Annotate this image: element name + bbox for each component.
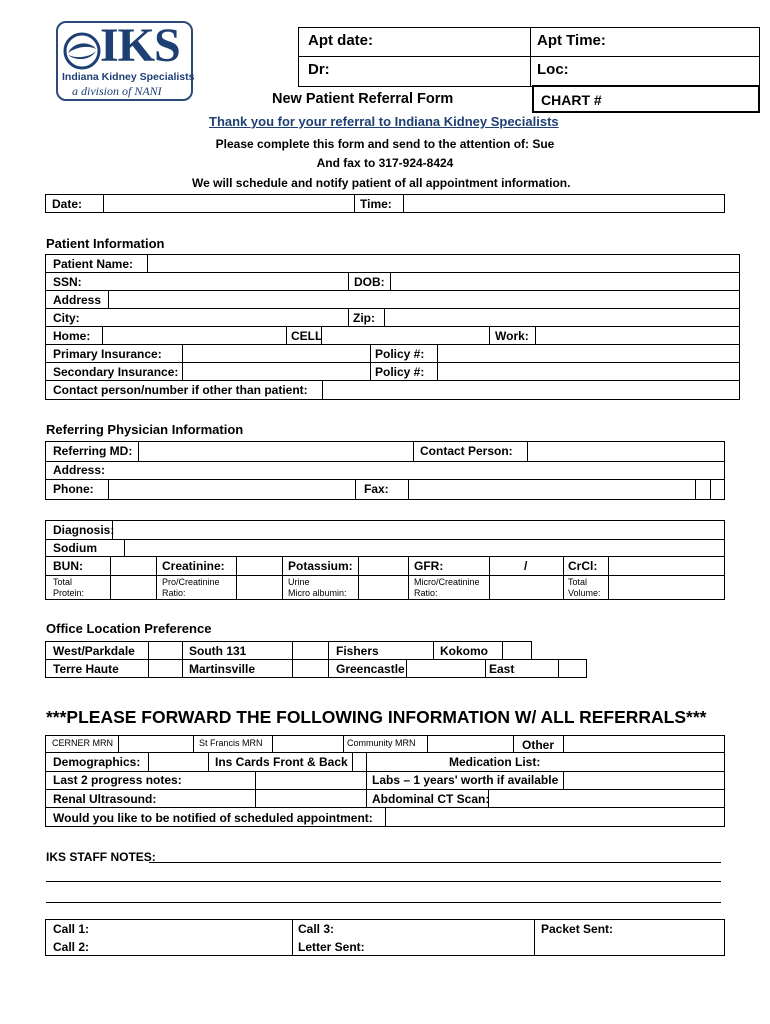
call-1-field[interactable] bbox=[95, 920, 291, 937]
medication-list-label: Medication List: bbox=[449, 755, 541, 769]
gfr-slash: / bbox=[524, 559, 528, 573]
physician-contact-label: Contact Person: bbox=[420, 444, 513, 458]
office-greencastle-check[interactable] bbox=[407, 660, 484, 677]
cerner-mrn-field[interactable] bbox=[119, 736, 192, 752]
policy-2-label: Policy #: bbox=[375, 365, 425, 379]
sodium-field[interactable] bbox=[125, 540, 724, 555]
physician-contact-field[interactable] bbox=[528, 442, 724, 460]
thank-you-line: Thank you for your referral to Indiana Kidney Specialists bbox=[209, 114, 559, 129]
call-3-label: Call 3: bbox=[298, 922, 335, 936]
cerner-mrn-label: CERNER MRN bbox=[52, 738, 114, 748]
total-protein-label-1: Total bbox=[53, 577, 73, 587]
total-volume-label-1: Total bbox=[568, 577, 588, 587]
staff-notes-line-1[interactable] bbox=[149, 862, 721, 863]
urine-field[interactable] bbox=[359, 576, 407, 599]
date-field[interactable] bbox=[104, 195, 354, 212]
other-mrn-label: Other bbox=[522, 738, 555, 752]
office-fishers: Fishers bbox=[336, 644, 379, 658]
secondary-insurance-label: Secondary Insurance: bbox=[53, 365, 179, 379]
total-volume-field[interactable] bbox=[609, 576, 724, 599]
physician-address-label: Address: bbox=[53, 463, 106, 477]
logo-brand: IKS bbox=[100, 19, 180, 72]
physician-fax-label: Fax: bbox=[364, 482, 389, 496]
dob-label: DOB: bbox=[354, 275, 385, 289]
logo-subtitle: Indiana Kidney Specialists bbox=[62, 71, 195, 83]
referring-md-label: Referring MD: bbox=[53, 444, 133, 458]
loc-label: Loc: bbox=[537, 61, 569, 78]
pro-creatinine-label-2: Ratio: bbox=[162, 588, 186, 598]
dr-label: Dr: bbox=[308, 61, 330, 78]
labs-year-check[interactable] bbox=[564, 772, 724, 788]
office-location-heading: Office Location Preference bbox=[46, 621, 212, 636]
community-mrn-field[interactable] bbox=[428, 736, 512, 752]
packet-sent-field[interactable] bbox=[620, 920, 724, 955]
office-kokomo-check[interactable] bbox=[503, 642, 531, 658]
notify-label: Would you like to be notified of scheduled appointment: bbox=[53, 811, 373, 825]
other-mrn-field[interactable] bbox=[564, 736, 724, 752]
address-label: Address bbox=[53, 293, 102, 307]
gfr-label: GFR: bbox=[414, 559, 444, 573]
home-field[interactable] bbox=[103, 327, 285, 343]
physician-phone-label: Phone: bbox=[53, 482, 94, 496]
staff-notes-line-2[interactable] bbox=[46, 881, 721, 882]
city-label: City: bbox=[53, 311, 80, 325]
micro-creatinine-label-1: Micro/Creatinine bbox=[414, 577, 480, 587]
call-2-field[interactable] bbox=[95, 938, 291, 955]
diagnosis-field[interactable] bbox=[113, 521, 724, 538]
crcl-label: CrCl: bbox=[568, 559, 598, 573]
medication-list-check[interactable] bbox=[564, 753, 724, 770]
time-label: Time: bbox=[360, 197, 392, 211]
referring-md-field[interactable] bbox=[139, 442, 412, 460]
office-greencastle: Greencastle bbox=[336, 662, 405, 676]
urine-label-2: Micro albumin: bbox=[288, 588, 347, 598]
physician-info-heading: Referring Physician Information bbox=[46, 422, 244, 437]
contact-person-label: Contact person/number if other than patient: bbox=[53, 383, 308, 397]
logo-swoosh-icon bbox=[62, 31, 102, 71]
city-field[interactable] bbox=[95, 309, 346, 325]
office-martinsville: Martinsville bbox=[189, 662, 256, 676]
ssn-label: SSN: bbox=[53, 275, 82, 289]
diagnosis-label: Diagnosis: bbox=[53, 523, 115, 537]
crcl-field[interactable] bbox=[609, 557, 724, 574]
demographics-label: Demographics: bbox=[53, 755, 141, 769]
dob-field[interactable] bbox=[391, 273, 738, 289]
ins-cards-label: Ins Cards Front & Back bbox=[215, 755, 348, 769]
apt-date-label: Apt date: bbox=[308, 32, 373, 49]
cell-field[interactable] bbox=[322, 327, 488, 343]
renal-ultrasound-check[interactable] bbox=[256, 790, 365, 807]
date-label: Date: bbox=[52, 197, 83, 211]
contact-person-field[interactable] bbox=[323, 381, 738, 399]
office-fishers-check[interactable] bbox=[407, 642, 432, 658]
patient-name-field[interactable] bbox=[148, 255, 738, 271]
renal-ultrasound-label: Renal Ultrasound: bbox=[53, 792, 157, 806]
address-field[interactable] bbox=[109, 291, 738, 307]
chart-number-label: CHART # bbox=[541, 92, 602, 108]
staff-notes-label: IKS STAFF NOTES: bbox=[46, 850, 156, 864]
office-south-131-check[interactable] bbox=[293, 642, 327, 658]
patient-name-label: Patient Name: bbox=[53, 257, 134, 271]
call-1-label: Call 1: bbox=[53, 922, 90, 936]
office-west-parkdale: West/Parkdale bbox=[53, 644, 135, 658]
primary-insurance-field[interactable] bbox=[183, 345, 369, 361]
potassium-label: Potassium: bbox=[288, 559, 353, 573]
home-label: Home: bbox=[53, 329, 91, 343]
demographics-check[interactable] bbox=[149, 753, 207, 770]
call-3-field[interactable] bbox=[342, 920, 533, 937]
zip-label: Zip: bbox=[353, 311, 375, 325]
instruction-1: Please complete this form and send to the attention of: Sue bbox=[215, 137, 555, 151]
physician-fax-field[interactable] bbox=[409, 480, 694, 499]
pro-creatinine-label-1: Pro/Creatinine bbox=[162, 577, 220, 587]
policy-1-label: Policy #: bbox=[375, 347, 425, 361]
zip-field[interactable] bbox=[385, 309, 738, 325]
total-volume-label-2: Volume: bbox=[568, 588, 601, 598]
progress-notes-check[interactable] bbox=[256, 772, 365, 788]
bun-label: BUN: bbox=[53, 559, 83, 573]
progress-notes-label: Last 2 progress notes: bbox=[53, 773, 182, 787]
instruction-2: And fax to 317-924-8424 bbox=[316, 156, 454, 170]
st-francis-mrn-label: St Francis MRN bbox=[199, 738, 263, 748]
potassium-field[interactable] bbox=[359, 557, 407, 574]
community-mrn-label: Community MRN bbox=[347, 738, 416, 748]
logo-division: a division of NANI bbox=[72, 84, 162, 98]
ssn-field[interactable] bbox=[100, 273, 346, 289]
abdominal-ct-label: Abdominal CT Scan: bbox=[372, 792, 490, 806]
office-terre-haute: Terre Haute bbox=[53, 662, 119, 676]
creatinine-field[interactable] bbox=[237, 557, 281, 574]
form-title: New Patient Referral Form bbox=[272, 91, 454, 107]
work-label: Work: bbox=[495, 329, 529, 343]
office-east-check[interactable] bbox=[559, 660, 586, 677]
policy-1-field[interactable] bbox=[438, 345, 738, 361]
office-west-parkdale-check[interactable] bbox=[149, 642, 181, 658]
office-kokomo: Kokomo bbox=[440, 644, 488, 658]
physician-phone-field[interactable] bbox=[109, 480, 354, 499]
ins-cards-check[interactable] bbox=[353, 753, 365, 770]
bun-field[interactable] bbox=[111, 557, 155, 574]
creatinine-label: Creatinine: bbox=[162, 559, 225, 573]
staff-notes-line-3[interactable] bbox=[46, 902, 721, 903]
packet-sent-label: Packet Sent: bbox=[541, 922, 614, 936]
call-2-label: Call 2: bbox=[53, 940, 90, 954]
total-protein-label-2: Protein: bbox=[53, 588, 85, 598]
letter-sent-field[interactable] bbox=[370, 938, 533, 955]
micro-creatinine-field[interactable] bbox=[490, 576, 562, 599]
logo bbox=[56, 21, 193, 101]
office-east: East bbox=[489, 662, 515, 676]
primary-insurance-label: Primary Insurance: bbox=[53, 347, 162, 361]
instruction-3: We will schedule and notify patient of all appointment information. bbox=[192, 176, 571, 190]
pro-creatinine-field[interactable] bbox=[237, 576, 281, 599]
office-martinsville-check[interactable] bbox=[293, 660, 327, 677]
total-protein-field[interactable] bbox=[111, 576, 155, 599]
work-field[interactable] bbox=[536, 327, 738, 343]
cell-label: CELL bbox=[291, 329, 323, 343]
urine-label-1: Urine bbox=[288, 577, 310, 587]
sodium-label: Sodium bbox=[53, 541, 97, 555]
labs-year-label: Labs – 1 years' worth if available bbox=[372, 773, 559, 787]
notify-field[interactable] bbox=[386, 808, 724, 826]
forward-heading: ***PLEASE FORWARD THE FOLLOWING INFORMATION W/ ALL REFERRALS*** bbox=[46, 707, 707, 727]
letter-sent-label: Letter Sent: bbox=[298, 940, 365, 954]
patient-info-heading: Patient Information bbox=[46, 236, 165, 251]
micro-creatinine-label-2: Ratio: bbox=[414, 588, 438, 598]
office-terre-haute-check[interactable] bbox=[149, 660, 181, 677]
abdominal-ct-check[interactable] bbox=[489, 790, 724, 807]
apt-time-label: Apt Time: bbox=[537, 32, 606, 49]
office-south-131: South 131 bbox=[189, 644, 247, 658]
st-francis-mrn-field[interactable] bbox=[273, 736, 342, 752]
policy-2-field[interactable] bbox=[438, 363, 738, 379]
secondary-insurance-field[interactable] bbox=[183, 363, 369, 379]
time-field[interactable] bbox=[404, 195, 724, 212]
physician-address-field[interactable] bbox=[110, 462, 724, 478]
